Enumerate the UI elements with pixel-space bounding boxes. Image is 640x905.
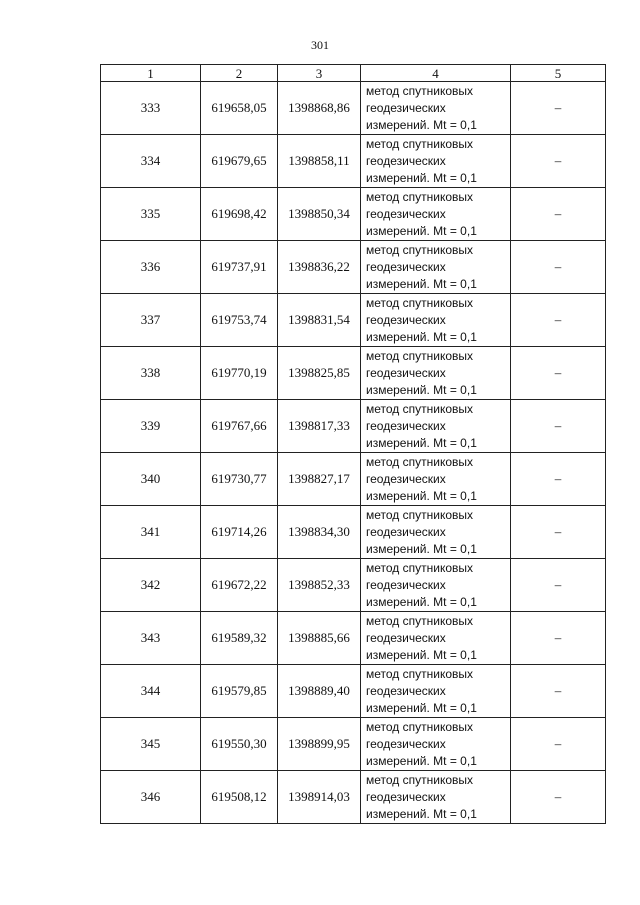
method-cell	[361, 294, 511, 347]
note-cell: –	[511, 665, 606, 718]
table-row	[101, 347, 606, 400]
table-header-row	[101, 65, 606, 82]
y-coordinate-cell: 1398858,11	[278, 135, 361, 188]
method-line: измерений. Mt = 0,1	[366, 117, 477, 132]
method-line: измерений. Mt = 0,1	[366, 170, 477, 185]
point-number-cell: 336	[101, 241, 201, 294]
point-number-cell: 341	[101, 506, 201, 559]
point-number-cell: 335	[101, 188, 201, 241]
table-row	[101, 506, 606, 559]
method-line: метод спутниковых	[366, 454, 474, 469]
coordinates-table	[100, 64, 606, 824]
table-row	[101, 771, 606, 824]
y-coordinate-cell: 1398889,40	[278, 665, 361, 718]
method-line: геодезических	[366, 365, 446, 380]
page-number: 301	[311, 38, 329, 52]
method-line: геодезических	[366, 471, 446, 486]
note-cell: –	[511, 718, 606, 771]
y-coordinate-cell: 1398827,17	[278, 453, 361, 506]
column-header-5: 5	[511, 65, 606, 82]
table-body	[101, 82, 606, 824]
y-coordinate-cell: 1398868,86	[278, 82, 361, 135]
y-coordinate-cell: 1398825,85	[278, 347, 361, 400]
note-cell: –	[511, 612, 606, 665]
method-cell	[361, 400, 511, 453]
method-cell	[361, 135, 511, 188]
method-cell	[361, 241, 511, 294]
note-cell: –	[511, 400, 606, 453]
method-line: измерений. Mt = 0,1	[366, 806, 477, 821]
table-row	[101, 559, 606, 612]
method-line: измерений. Mt = 0,1	[366, 753, 477, 768]
method-line: измерений. Mt = 0,1	[366, 541, 477, 556]
method-cell	[361, 453, 511, 506]
method-line: геодезических	[366, 100, 446, 115]
method-cell	[361, 665, 511, 718]
table-row	[101, 665, 606, 718]
method-line: измерений. Mt = 0,1	[366, 594, 477, 609]
method-cell	[361, 347, 511, 400]
y-coordinate-cell: 1398836,22	[278, 241, 361, 294]
method-cell	[361, 718, 511, 771]
method-line: геодезических	[366, 736, 446, 751]
method-line: метод спутниковых	[366, 242, 474, 257]
method-line: геодезических	[366, 312, 446, 327]
x-coordinate-cell: 619579,85	[201, 665, 278, 718]
method-line: измерений. Mt = 0,1	[366, 276, 477, 291]
point-number-cell: 343	[101, 612, 201, 665]
column-header-3: 3	[278, 65, 361, 82]
method-line: геодезических	[366, 206, 446, 221]
x-coordinate-cell: 619737,91	[201, 241, 278, 294]
y-coordinate-cell: 1398850,34	[278, 188, 361, 241]
table-row	[101, 188, 606, 241]
y-coordinate-cell: 1398885,66	[278, 612, 361, 665]
y-coordinate-cell: 1398852,33	[278, 559, 361, 612]
method-line: измерений. Mt = 0,1	[366, 223, 477, 238]
y-coordinate-cell: 1398817,33	[278, 400, 361, 453]
x-coordinate-cell: 619550,30	[201, 718, 278, 771]
point-number-cell: 340	[101, 453, 201, 506]
method-line: метод спутниковых	[366, 348, 474, 363]
table-row	[101, 241, 606, 294]
method-line: метод спутниковых	[366, 295, 474, 310]
method-line: измерений. Mt = 0,1	[366, 435, 477, 450]
method-cell	[361, 506, 511, 559]
point-number-cell: 333	[101, 82, 201, 135]
method-line: измерений. Mt = 0,1	[366, 488, 477, 503]
note-cell: –	[511, 135, 606, 188]
method-line: метод спутниковых	[366, 613, 474, 628]
method-line: измерений. Mt = 0,1	[366, 700, 477, 715]
method-line: геодезических	[366, 683, 446, 698]
method-line: геодезических	[366, 630, 446, 645]
y-coordinate-cell: 1398899,95	[278, 718, 361, 771]
method-line: геодезических	[366, 259, 446, 274]
point-number-cell: 334	[101, 135, 201, 188]
table-row	[101, 612, 606, 665]
method-line: метод спутниковых	[366, 772, 474, 787]
method-cell	[361, 82, 511, 135]
point-number-cell: 346	[101, 771, 201, 824]
column-header-2: 2	[201, 65, 278, 82]
x-coordinate-cell: 619589,32	[201, 612, 278, 665]
note-cell: –	[511, 82, 606, 135]
method-line: геодезических	[366, 153, 446, 168]
method-cell	[361, 559, 511, 612]
method-line: метод спутниковых	[366, 560, 474, 575]
method-line: геодезических	[366, 418, 446, 433]
point-number-cell: 339	[101, 400, 201, 453]
x-coordinate-cell: 619767,66	[201, 400, 278, 453]
note-cell: –	[511, 559, 606, 612]
x-coordinate-cell: 619679,65	[201, 135, 278, 188]
point-number-cell: 342	[101, 559, 201, 612]
method-cell	[361, 612, 511, 665]
method-line: геодезических	[366, 524, 446, 539]
point-number-cell: 344	[101, 665, 201, 718]
point-number-cell: 337	[101, 294, 201, 347]
note-cell: –	[511, 771, 606, 824]
x-coordinate-cell: 619698,42	[201, 188, 278, 241]
method-line: метод спутниковых	[366, 83, 474, 98]
point-number-cell: 338	[101, 347, 201, 400]
y-coordinate-cell: 1398834,30	[278, 506, 361, 559]
table-row	[101, 453, 606, 506]
method-line: метод спутниковых	[366, 719, 474, 734]
method-line: измерений. Mt = 0,1	[366, 382, 477, 397]
method-line: измерений. Mt = 0,1	[366, 329, 477, 344]
table-row	[101, 82, 606, 135]
point-number-cell: 345	[101, 718, 201, 771]
method-line: метод спутниковых	[366, 189, 474, 204]
table-row	[101, 718, 606, 771]
x-coordinate-cell: 619730,77	[201, 453, 278, 506]
x-coordinate-cell: 619658,05	[201, 82, 278, 135]
method-line: метод спутниковых	[366, 401, 474, 416]
x-coordinate-cell: 619753,74	[201, 294, 278, 347]
note-cell: –	[511, 347, 606, 400]
x-coordinate-cell: 619672,22	[201, 559, 278, 612]
method-line: геодезических	[366, 577, 446, 592]
x-coordinate-cell: 619508,12	[201, 771, 278, 824]
note-cell: –	[511, 453, 606, 506]
y-coordinate-cell: 1398831,54	[278, 294, 361, 347]
x-coordinate-cell: 619770,19	[201, 347, 278, 400]
method-cell	[361, 771, 511, 824]
x-coordinate-cell: 619714,26	[201, 506, 278, 559]
note-cell: –	[511, 294, 606, 347]
method-line: метод спутниковых	[366, 507, 474, 522]
method-line: измерений. Mt = 0,1	[366, 647, 477, 662]
method-line: метод спутниковых	[366, 666, 474, 681]
method-line: геодезических	[366, 789, 446, 804]
method-line: метод спутниковых	[366, 136, 474, 151]
y-coordinate-cell: 1398914,03	[278, 771, 361, 824]
note-cell: –	[511, 506, 606, 559]
table-row	[101, 400, 606, 453]
column-header-4: 4	[361, 65, 511, 82]
column-header-1: 1	[101, 65, 201, 82]
table-row	[101, 294, 606, 347]
method-cell	[361, 188, 511, 241]
note-cell: –	[511, 241, 606, 294]
note-cell: –	[511, 188, 606, 241]
table-row	[101, 135, 606, 188]
